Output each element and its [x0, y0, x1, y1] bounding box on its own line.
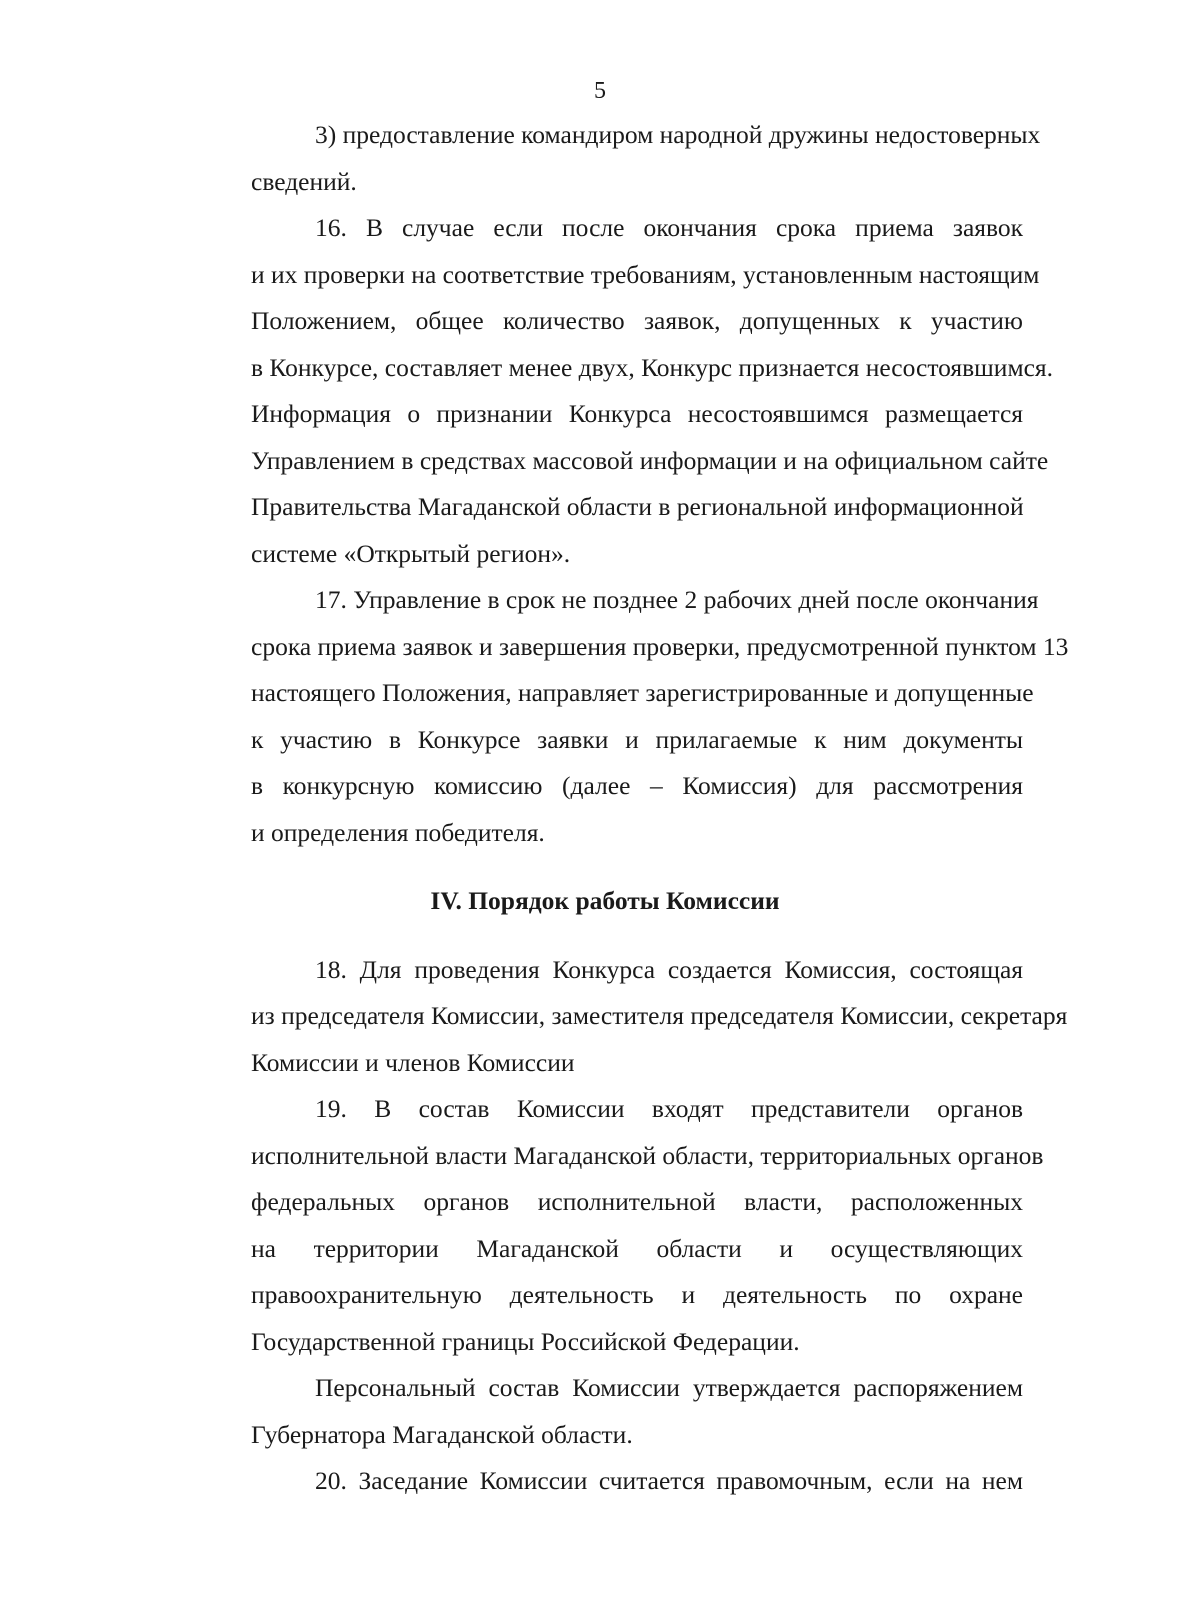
text-line: настоящего Положения, направляет зарегистрированные и допущенные	[251, 678, 1034, 707]
paragraph-18	[187, 947, 1068, 1087]
text-line: 18. Для проведения Конкурса создается Комиссия, состоящая	[315, 954, 1023, 984]
text-line: к участию в Конкурсе заявки и прилагаемые к ним документы	[251, 724, 1023, 754]
text-line: из председателя Комиссии, заместителя председателя Комиссии, секретаря	[251, 1001, 1068, 1030]
paragraph-19	[187, 1086, 1044, 1365]
text-line: Комиссии и членов Комиссии	[251, 1047, 575, 1077]
text-line: Управлением в средствах массовой информации и на официальном сайте	[251, 445, 1049, 475]
text-line: 19. В состав Комиссии входят представители органов	[315, 1094, 1023, 1123]
text-line: правоохранительную деятельность и деятельность по охране	[251, 1280, 1023, 1309]
text-line: в конкурсную комиссию (далее – Комиссия) для рассмотрения	[251, 771, 1023, 800]
paragraph-17	[187, 577, 1069, 856]
paragraph-20	[187, 1458, 1023, 1505]
paragraph-19-continued	[187, 1365, 1023, 1458]
text-line: на территории Магаданской области и осуществляющих	[251, 1233, 1023, 1263]
text-line: исполнительной власти Магаданской области, территориальных органов	[251, 1140, 1044, 1170]
section-heading: IV. Порядок работы Комиссии	[430, 886, 780, 915]
text-line: 3) предоставление командиром народной дружины недостоверных	[315, 120, 1041, 149]
text-line: Губернатора Магаданской области.	[251, 1419, 633, 1449]
page-number: 5	[594, 78, 606, 104]
text-line: сведений.	[251, 166, 357, 196]
document-body	[187, 112, 1069, 1505]
text-line: Правительства Магаданской области в региональной информационной	[251, 492, 1024, 521]
text-line: Информация о признании Конкурса несостоявшимся размещается	[251, 399, 1023, 428]
paragraph-16	[187, 205, 1054, 577]
text-line: и определения победителя.	[251, 817, 545, 847]
text-line: и их проверки на соответствие требованиям, установленным настоящим	[251, 259, 1040, 289]
text-line: Персональный состав Комиссии утверждается распоряжением	[315, 1373, 1023, 1402]
text-line: 20. Заседание Комиссии считается правомочным, если на нем	[315, 1466, 1023, 1495]
paragraph-3	[187, 112, 1041, 205]
text-line: срока приема заявок и завершения проверки, предусмотренной пунктом 13	[251, 631, 1069, 661]
text-line: Государственной границы Российской Федерации.	[251, 1326, 800, 1356]
text-line: 17. Управление в срок не позднее 2 рабочих дней после окончания	[315, 585, 1039, 614]
text-line: Положением, общее количество заявок, допущенных к участию	[251, 306, 1023, 335]
text-line: 16. В случае если после окончания срока приема заявок	[315, 213, 1023, 242]
text-line: системе «Открытый регион».	[251, 538, 571, 568]
text-line: федеральных органов исполнительной власти, расположенных	[251, 1187, 1023, 1216]
text-line: в Конкурсе, составляет менее двух, Конкурс признается несостоявшимся.	[251, 352, 1054, 382]
